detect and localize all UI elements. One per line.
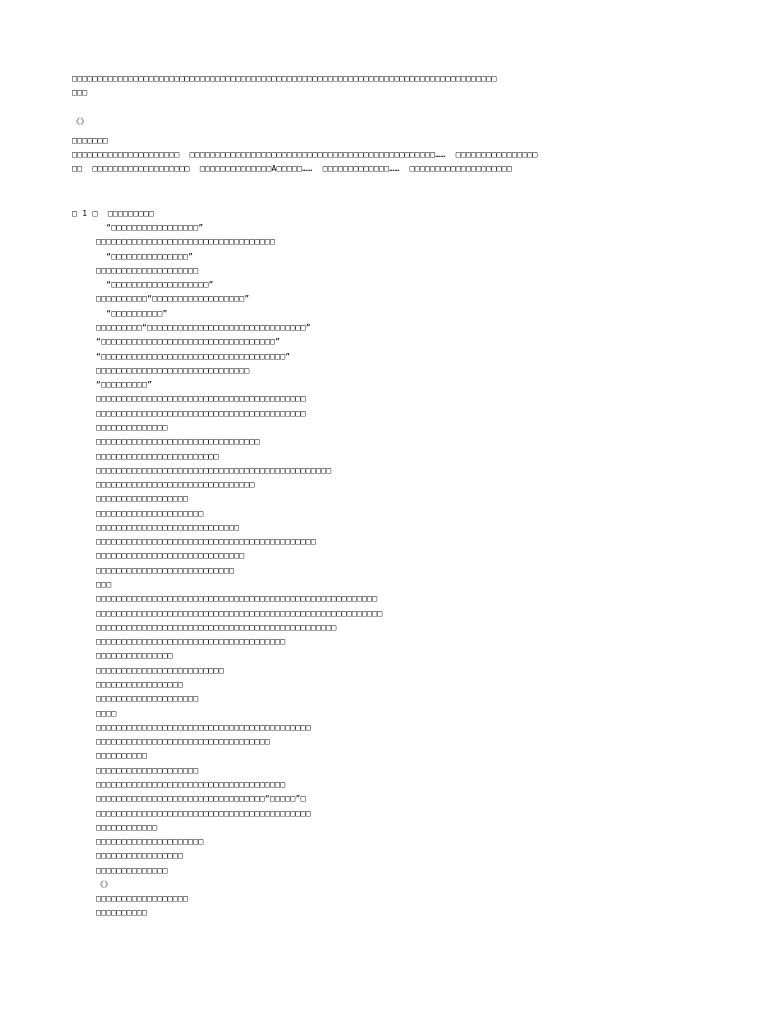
summary-line-1: □□□□□□□□□□□□□□□□□□□□□ □□□□□□□□□□□□□□□□□□□□□□□□□□□□□□□□□□□□□□□□□□□□□□□□…… □□□□□□□□□□□□□□□□ xyxy=(72,150,538,159)
body-line: “□□□□□□□□□□□□□□□” xyxy=(96,251,194,261)
body-line: □□□□□□□□□□□□□□□□□□□□□□□□□□□□□□□□□□□□□□□□□□□□□□□□□□□□□□□□ xyxy=(96,608,383,618)
body-line: □□□□□□□□□□□□□□□□□□□□□□□□□□□□□□□ xyxy=(96,480,255,489)
body-line: □□□ xyxy=(96,580,112,589)
body-line: □□□□□□□□□□□□□□□ xyxy=(96,651,173,661)
body-line: □□□□□□□□□□□□□□□□□□□□□□□□□□□□□□□□□□□ xyxy=(96,237,276,247)
body-line: □□□□□□□□□□□□□□□□□□□□□□□□□□□□□□□□□□□□□ xyxy=(96,637,286,647)
body-line: □□□□□□□□□□□□□□□□□□□□ xyxy=(96,765,199,775)
body-line: □□□□□□□□□□□□□□ xyxy=(96,422,168,432)
chapter-heading: □ 1 □ □□□□□□□□□ xyxy=(72,209,154,218)
body-line: “□□□□□□□□□” xyxy=(96,380,153,390)
body-line: □□□□□□□□□□□□□□□□□□□□□□□□□□□□□□□□□“□□□□□”□ xyxy=(96,794,306,804)
body-line: □□□□□□□□□“□□□□□□□□□□□□□□□□□□□□□□□□□□□□□□□” xyxy=(96,323,311,332)
body-line: □□□□ xyxy=(96,708,117,718)
body-line: □□□□□□□□□□□□□□□□□□□□□□□□□□□□□□□□□□ xyxy=(96,737,270,747)
body-line: 《》 xyxy=(96,879,113,889)
body-line: “□□□□□□□□□□□□□□□□□” xyxy=(96,223,204,232)
body-line: □□□□□□□□□□□□□□□□□□ xyxy=(96,494,189,504)
body-line: □□□□□□□□□□□□ xyxy=(96,822,158,832)
body-line: □□□□□□□□□□□□□□□□□□□□□□□□□□□□ xyxy=(96,522,240,532)
body-line: □□□□□□□□□□□□□□□□□□□□□□□□□□□□□□□□□□□□□□□□□□□ xyxy=(96,537,317,547)
body-line: □□□□□□□□□□□□□□□□□□□□□□□□□□□□□□□□ xyxy=(96,437,260,447)
body-line: □□□□□□□□□□“□□□□□□□□□□□□□□□□□□” xyxy=(96,294,250,304)
body-line: □□□□□□□□□□□□□□□□□□□□□□□□□□□□□□□□□□□□□□□□□□□□□□ xyxy=(96,465,332,475)
section-title: □□□□□□□ xyxy=(72,136,108,145)
body-line: □□□□□□□□□□□□□□□□□□□□□□□□□□□□□□□□□□□□□□□□□ xyxy=(96,408,306,418)
heading-mark: 《》 xyxy=(72,117,89,126)
intro-line-1: □□□□□□□□□□□□□□□□□□□□□□□□□□□□□□□□□□□□□□□□□□□□□□□□□□□□□□□□□□□□□□□□□□□□□□□□□□□□□□□□□□□ xyxy=(72,74,497,83)
body-line: □□□□□□□□□□□□□□□□□□□□□□□□□□□ xyxy=(96,565,235,575)
body-line: □□□□□□□□□□□□□□□□□□□□ xyxy=(96,265,199,275)
body-line: □□□□□□□□□□□□□□□□□□□□□□□□□ xyxy=(96,665,224,675)
body-line: “□□□□□□□□□□” xyxy=(96,308,168,318)
body-line: “□□□□□□□□□□□□□□□□□□□” xyxy=(96,280,214,290)
body-line: □□□□□□□□□□□□□□□□□□□□□ xyxy=(96,508,204,518)
body-line: □□□□□□□□□□□□□□□□□□□□□□□□□□□□□□□□□□□□□□□□□□□□□□□ xyxy=(96,622,337,632)
body-line: □□□□□□□□□□□□□□ xyxy=(96,865,168,875)
body-line: □□□□□□□□□□□□□□□□□□□□□□□□□□□□□□□□□□□□□ xyxy=(96,779,286,789)
body-line: □□□□□□□□□□□□□□□□□□□□□□□□□□□□□□□□□□□□□□□□□□□□□□□□□□□□□□□ xyxy=(96,594,378,604)
body-line: □□□□□□□□□□□□□□□□□ xyxy=(96,851,183,861)
body-line: □□□□□□□□□□□□□□□□□□□□ xyxy=(96,694,199,704)
body-line: □□□□□□□□□□□□□□□□□□□□□□□□□□□□□ xyxy=(96,551,245,561)
body-line: □□□□□□□□□□ xyxy=(96,751,148,761)
body-line: □□□□□□□□□□□□□□□□□□□□□□□□□□□□□□□□□□□□□□□□□□ xyxy=(96,808,311,818)
body-line: □□□□□□□□□□□□□□□□□ xyxy=(96,680,183,689)
body-line: □□□□□□□□□□□□□□□□□□ xyxy=(96,894,189,904)
intro-line-2: □□□ xyxy=(72,88,88,97)
body-line: “□□□□□□□□□□□□□□□□□□□□□□□□□□□□□□□□□□” xyxy=(96,337,281,347)
body-line: □□□□□□□□□□□□□□□□□□□□□□□□□□□□□□□□□□□□□□□□□□ xyxy=(96,722,311,732)
summary-line-2: □□ □□□□□□□□□□□□□□□□□□□ □□□□□□□□□□□□□□A□□□□□…… □□□□□□□□□□□□□…… □□□□□□□□□□□□□□□□□□□□ xyxy=(72,164,513,173)
body-line: □□□□□□□□□□□□□□□□□□□□□□□□□□□□□□ xyxy=(96,365,250,375)
body-line: □□□□□□□□□□ xyxy=(96,908,148,918)
body-line: □□□□□□□□□□□□□□□□□□□□□□□□□□□□□□□□□□□□□□□□□ xyxy=(96,394,306,404)
body-line: □□□□□□□□□□□□□□□□□□□□□□□□ xyxy=(96,451,219,461)
body-line: “□□□□□□□□□□□□□□□□□□□□□□□□□□□□□□□□□□□□” xyxy=(96,351,291,361)
body-line: □□□□□□□□□□□□□□□□□□□□□ xyxy=(96,837,204,846)
